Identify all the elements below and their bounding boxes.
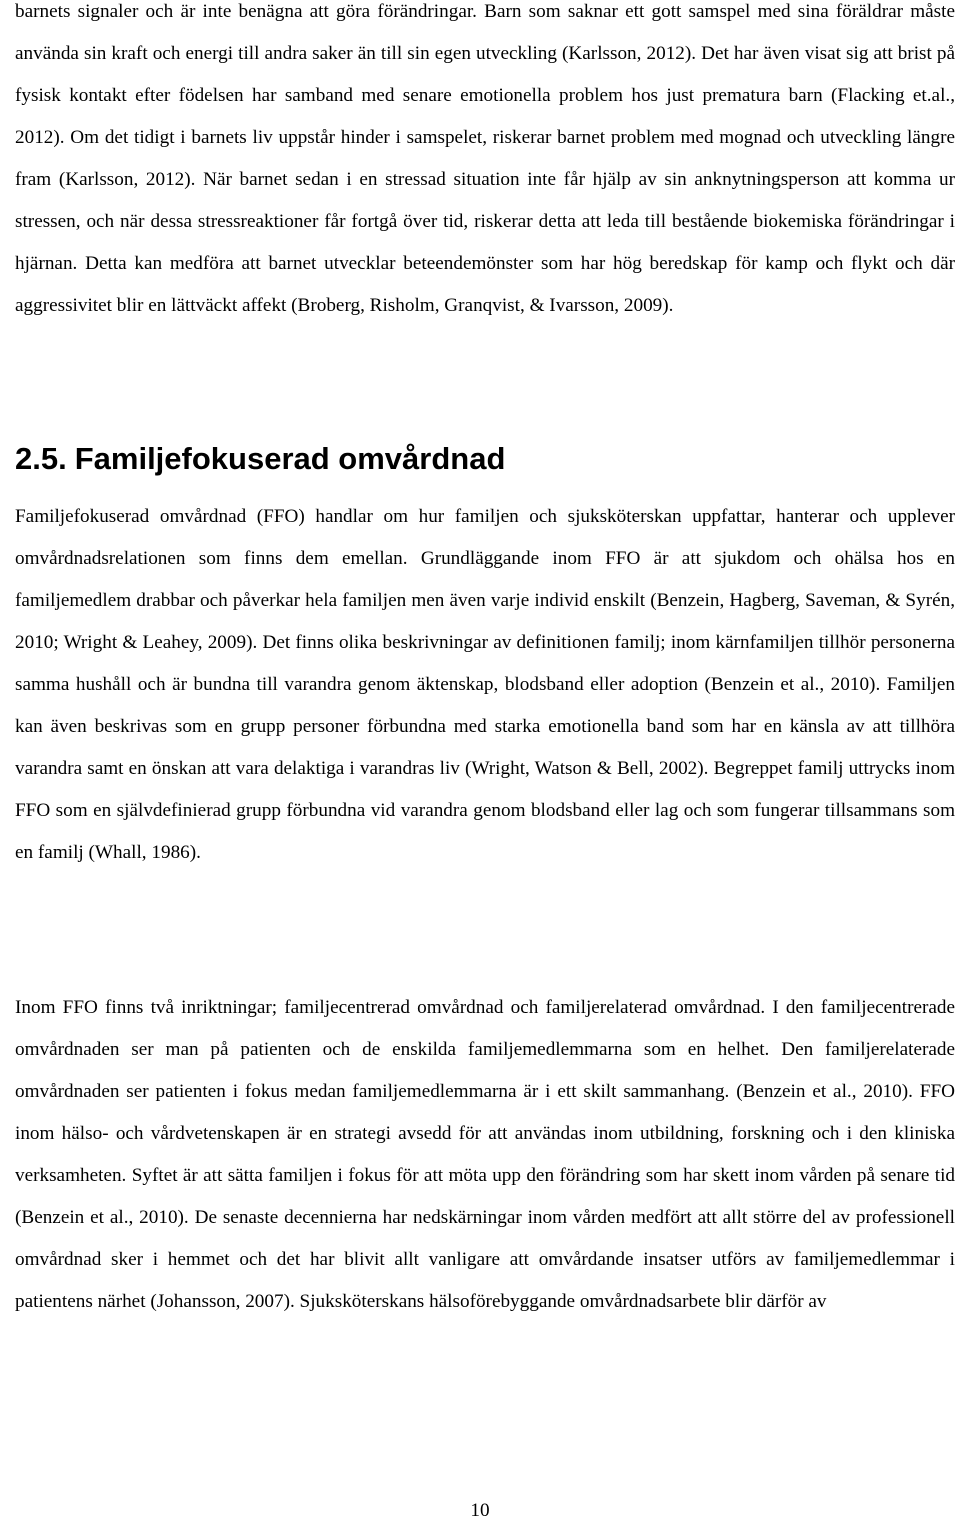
paragraph-ffo-directions: Inom FFO finns två inriktningar; familjecentrerad omvårdnad och familjerelaterad omvårdnad. I den familjecentrerade omvårdnaden ser man på patienten och de enskilda familjemedlemmarna som en helhet. Den familjerelaterade omvårdnaden ser patienten i fokus medan familjemedlemmarna är i ett skilt sammanhang. (Benzein et al., 2010). FFO inom hälso- och vårdvetenskapen är en strategi avsedd för att användas inom utbildning, forskning och i den kliniska verksamheten. Syftet är att sätta familjen i fokus för att möta upp den förändring som har skett inom vården på senare tid (Benzein et al., 2010). De senaste decennierna har nedskärningar inom vården medfört att allt större del av professionell omvårdnad sker i hemmet och det har blivit allt vanligare att omvårdande insatser utförs av familjemedlemmar i patientens närhet (Johansson, 2007). Sjuksköterskans hälsoförebyggande omvårdnadsarbete blir därför av [15, 997, 955, 1312]
page-number: 10 [470, 1500, 490, 1521]
section-heading [15, 436, 505, 482]
section-number: 2.5. [15, 441, 67, 476]
section-title: Familjefokuserad omvårdnad [74, 441, 506, 476]
paragraph-stress-and-attachment: barnets signaler och är inte benägna att göra förändringar. Barn som saknar ett gott samspel med sina föräldrar måste använda sin kraft och energi till andra saker än till sin egen utveckling (Karlsson, 2012). Det har även visat sig att brist på fysisk kontakt efter födelsen har samband med senare emotionella problem hos just prematura barn (Flacking et.al., 2012). Om det tidigt i barnets liv uppstår hinder i samspelet, riskerar barnet problem med mognad och utveckling längre fram (Karlsson, 2012). När barnet sedan i en stressad situation inte får hjälp av sin anknytningsperson att komma ur stressen, och när dessa stressreaktioner får fortgå över tid, riskerar detta att leda till bestående biokemiska förändringar i hjärnan. Detta kan medföra att barnet utvecklar beteendemönster som har hög beredskap för kamp och flykt och där aggressivitet blir en lättväckt affekt (Broberg, Risholm, Granqvist, & Ivarsson, 2009). [15, 1, 955, 316]
paragraph-ffo-definition: Familjefokuserad omvårdnad (FFO) handlar om hur familjen och sjuksköterskan uppfattar, hanterar och upplever omvårdnadsrelationen som finns dem emellan. Grundläggande inom FFO är att sjukdom och ohälsa hos en familjemedlem drabbar och påverkar hela familjen men även varje individ enskilt (Benzein, Hagberg, Saveman, & Syrén, 2010; Wright & Leahey, 2009). Det finns olika beskrivningar av definitionen familj; inom kärnfamiljen tillhör personerna samma hushåll och är bundna till varandra genom äktenskap, blodsband eller adoption (Benzein et al., 2010). Familjen kan även beskrivas som en grupp personer förbundna med starka emotionella band som har en känsla av att tillhöra varandra samt en önskan att vara delaktiga i varandras liv (Wright, Watson & Bell, 2002). Begreppet familj uttrycks inom FFO som en självdefinierad grupp förbundna vid varandra genom blodsband eller lag och som fungerar tillsammans som en familj (Whall, 1986). [15, 506, 955, 863]
